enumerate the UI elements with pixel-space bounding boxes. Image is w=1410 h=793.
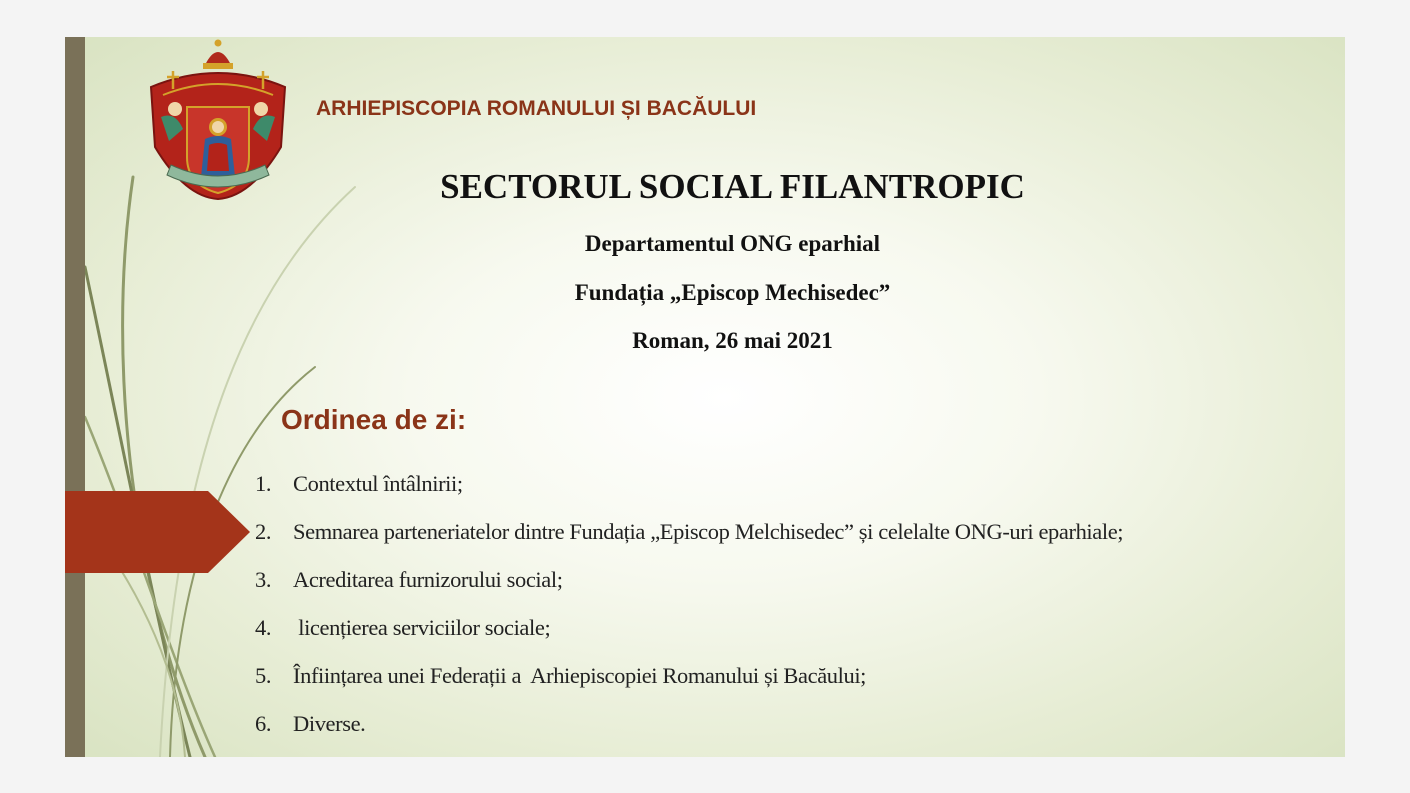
slide-title: SECTORUL SOCIAL FILANTROPIC [440, 167, 1025, 206]
agenda-item-number: 3. [255, 567, 272, 592]
agenda-list [255, 471, 1123, 757]
agenda-item-text: Semnarea parteneriatelor dintre Fundația „Episcop Melchisedec” și celelalte ONG-uri eparhiale; [293, 519, 1124, 544]
agenda-item [255, 471, 1123, 519]
agenda-item-number: 4. [255, 615, 272, 640]
agenda-item-number: 2. [255, 519, 272, 544]
agenda-item-number: 6. [255, 711, 272, 736]
red-arrow-shape [65, 491, 250, 573]
agenda-item [255, 519, 1123, 567]
agenda-item-text: licențierea serviciilor sociale; [293, 615, 551, 640]
agenda-item-text: Înființarea unei Federații a Arhiepiscopiei Romanului și Bacăului; [293, 663, 867, 688]
agenda-item [255, 567, 1123, 615]
agenda-item-text: Contextul întâlnirii; [293, 471, 463, 496]
agenda-item [255, 663, 1123, 711]
agenda-item [255, 711, 1123, 757]
left-accent-bar [65, 37, 85, 757]
subtitle-foundation: Fundația „Episcop Mechisedec” [574, 280, 891, 305]
subtitle-department: Departamentul ONG eparhial [584, 231, 881, 256]
agenda-heading: Ordinea de zi: [281, 404, 467, 435]
slide [65, 37, 1345, 757]
agenda-item-number: 1. [255, 471, 272, 496]
agenda-item-text: Diverse. [293, 711, 366, 736]
organization-name: ARHIEPISCOPIA ROMANULUI ȘI BACĂULUI [316, 97, 757, 120]
agenda-item [255, 615, 1123, 663]
agenda-item-text: Acreditarea furnizorului social; [293, 567, 563, 592]
subtitle-date: Roman, 26 mai 2021 [632, 328, 833, 353]
agenda-item-number: 5. [255, 663, 272, 688]
